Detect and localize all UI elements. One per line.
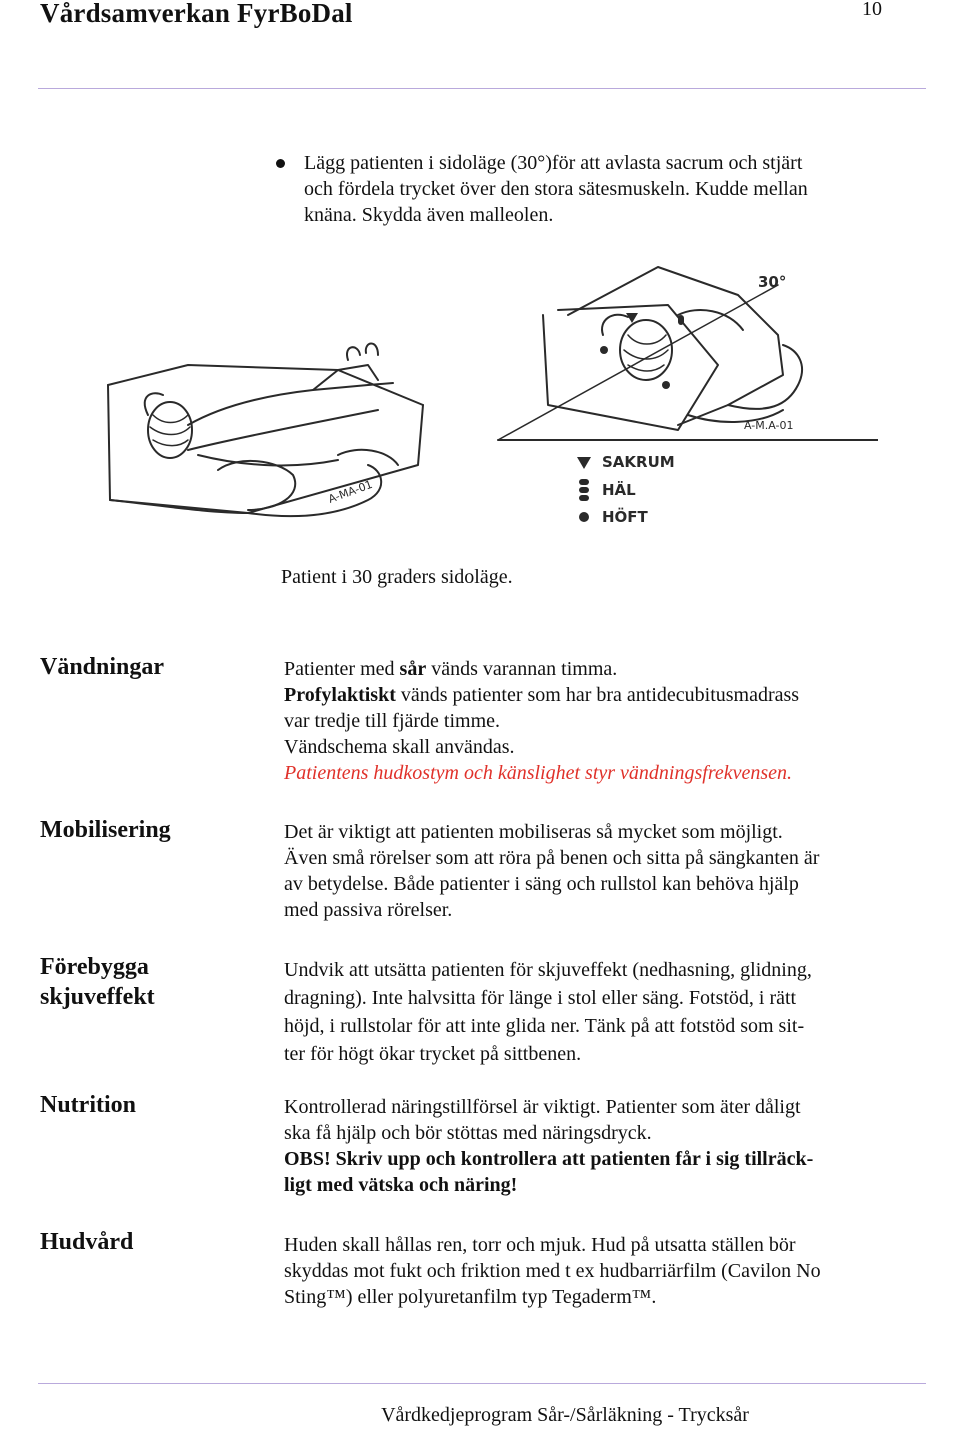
bullet-text: [304, 150, 876, 228]
positioning-illustration: [38, 255, 878, 565]
signature-left: A-MA-01: [326, 477, 375, 506]
right-patient-drawing: [498, 267, 878, 440]
text-line: var tredje till fjärde timme.: [284, 710, 501, 732]
bullet-line: Lägg patienten i sidoläge (30°)för att avlasta sacrum och stjärt: [304, 152, 803, 174]
text-line: [284, 682, 894, 708]
text-line: skyddas mot fukt och friktion med t ex hudbarriärfilm (Cavilon No: [284, 1260, 821, 1282]
document-footer: Vårdkedjeprogram Sår-/Sårläkning - Trycksår: [381, 1404, 749, 1426]
header-divider: [38, 88, 926, 89]
legend-label-hal: HÄL: [602, 481, 636, 499]
text-line: med passiva rörelser.: [284, 899, 453, 921]
stacked-ovals-icon: [579, 479, 589, 501]
page-number: 10: [862, 0, 882, 20]
label-line: Förebygga: [40, 954, 149, 980]
text-line: Undvik att utsätta patienten för skjuveffekt (nedhasning, glidning,: [284, 959, 812, 981]
text-run: vänds varannan timma.: [426, 658, 618, 680]
signature-right: A-M.A-01: [744, 419, 794, 432]
bold-run: sår: [399, 658, 427, 680]
left-patient-drawing: [108, 344, 423, 517]
section-text-nutrition: [284, 1094, 894, 1198]
document-header-title: Vårdsamverkan FyrBoDal: [40, 0, 353, 28]
section-text-hudvard: [284, 1232, 894, 1310]
section-text-skjuveffekt: [284, 956, 894, 1068]
bold-run: Profylaktiskt: [284, 684, 396, 706]
text-run: Patienter med: [284, 658, 400, 680]
legend-label-hoft: HÖFT: [602, 508, 648, 526]
illustration-legend: [577, 453, 675, 526]
text-line: Vändschema skall användas.: [284, 736, 515, 758]
legend-label-sakrum: SAKRUM: [602, 453, 675, 471]
dot-icon: [579, 512, 589, 522]
text-line: Även små rörelser som att röra på benen och sitta på sängkanten är: [284, 847, 820, 869]
section-label-mobilisering: Mobilisering: [40, 817, 171, 843]
section-label-hudvard: Hudvård: [40, 1229, 134, 1255]
bullet-item: [276, 150, 876, 228]
text-line: dragning). Inte halvsitta för länge i stol eller säng. Fotstöd, i rätt: [284, 987, 797, 1009]
text-line: Kontrollerad näringstillförsel är viktigt. Patienter som äter dåligt: [284, 1096, 801, 1118]
bullet-dot-icon: [276, 159, 285, 168]
text-line: Sting™) eller polyuretanfilm typ Tegaderm™.: [284, 1286, 657, 1308]
text-line: av betydelse. Både patienter i säng och rullstol kan behöva hjälp: [284, 873, 799, 895]
illustration-caption: Patient i 30 graders sidoläge.: [281, 566, 513, 588]
text-line: ska få hjälp och bör stöttas med näringsdryck.: [284, 1122, 652, 1144]
warning-line: OBS! Skriv upp och kontrollera att patienten får i sig tillräck-: [284, 1148, 814, 1170]
section-label-nutrition: Nutrition: [40, 1092, 136, 1118]
text-line: Huden skall hållas ren, torr och mjuk. Hud på utsatta ställen bör: [284, 1234, 796, 1256]
label-line: skjuveffekt: [40, 984, 155, 1010]
section-label-vandningar: Vändningar: [40, 654, 165, 680]
text-line: ter för högt ökar trycket på sittbenen.: [284, 1043, 582, 1065]
footer-divider: [38, 1383, 926, 1384]
text-line: höjd, i rullstolar för att inte glida ner. Tänk på att fotstöd som sit-: [284, 1015, 805, 1037]
highlight-line: Patientens hudkostym och känslighet styr vändningsfrekvensen.: [284, 762, 793, 784]
text-run: vänds patienter som har bra antidecubitusmadrass: [395, 684, 800, 706]
section-label-skjuveffekt: [40, 952, 240, 1012]
triangle-down-icon: [577, 457, 591, 469]
text-line: Det är viktigt att patienten mobiliseras så mycket som möjligt.: [284, 821, 783, 843]
section-text-vandningar: [284, 656, 894, 786]
bullet-line: knäna. Skydda även malleolen.: [304, 204, 554, 226]
warning-line: ligt med vätska och näring!: [284, 1174, 518, 1196]
bullet-line: och fördela trycket över den stora sätesmuskeln. Kudde mellan: [304, 178, 808, 200]
section-text-mobilisering: [284, 819, 894, 923]
text-line: [284, 656, 894, 682]
angle-label: 30°: [758, 273, 787, 291]
